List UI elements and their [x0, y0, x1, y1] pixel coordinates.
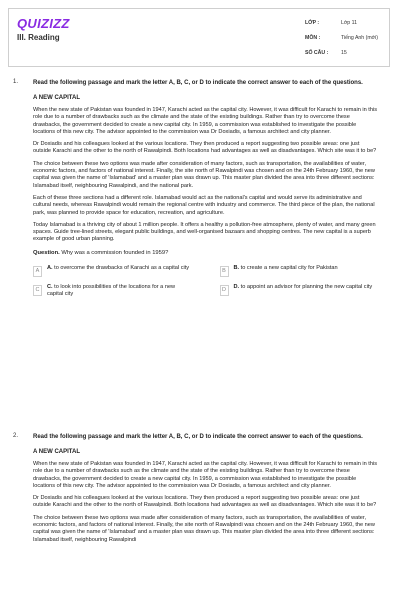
option-key: D. [233, 283, 240, 290]
meta-value: Tiếng Anh (mới) [341, 34, 378, 41]
passage-title: A NEW CAPITAL [33, 95, 80, 101]
question-label: Question. [33, 249, 60, 256]
option-text [47, 265, 189, 272]
section-title: III. Reading [17, 33, 60, 42]
option-letter-box[interactable]: B [220, 266, 229, 277]
option-letter-box[interactable]: C [33, 285, 42, 296]
meta-row-count [305, 45, 387, 60]
question-text: Why was a commission founded in 1959? [59, 249, 169, 256]
meta-row-class [305, 15, 387, 30]
question-instruction: Read the following passage and mark the letter A, B, C, or D to indicate the correct answer to each of the questions. [33, 80, 363, 86]
passage-paragraph: When the new state of Pakistan was founded in 1947, Karachi acted as the capital city. However, it was difficult for Karachi to remain in this role due to a number of drawbacks such as the climate and the state of the existing buildings. Rather than try to overcome these drawbacks, the government decided to create a new capital city. In 1959, a commission was established to investigate the possible locations of this new city. The advisor appointed to the commission was Dr Doxiadis, a famous architect and city planner. [33, 107, 377, 135]
question-body [33, 433, 378, 549]
option-c[interactable] [33, 284, 192, 298]
meta-row-subject [305, 30, 387, 45]
option-letter-box[interactable]: D [220, 285, 229, 296]
quizizz-logo: QUIZIZZ [17, 16, 70, 31]
option-key: C. [47, 283, 53, 290]
question-number: 1. [13, 79, 19, 85]
option-body: to appoint an advisor for planning the new capital city [239, 283, 373, 290]
passage-paragraph: Dr Doxiadis and his colleagues looked at the various locations. They then produced a report suggesting two possible areas: one just outside Karachi and the other to the north of Rawalpindi. Both locations had advantages as well as disadvantages. Which site was it to be? [33, 495, 377, 509]
option-a[interactable] [33, 265, 192, 277]
option-d[interactable] [220, 284, 379, 298]
meta-label: LỚP : [305, 19, 320, 26]
meta-info [305, 15, 387, 60]
passage-paragraph: The choice between these two options was made after consideration of many factors, such as transportation, the availabilities of water, economic factors, and factors of national interest. Finally, the site north of Rawalpindi was chosen and on the 24th February 1960, the new capital was given the name of 'Islamabad' and a master plan was drawn up. This master plan divided the area into three different sections: Islamabad itself, neighbouring Rawalpindi, and the national park. [33, 160, 375, 189]
option-body: to overcome the drawbacks of Karachi as a capital city [52, 264, 190, 271]
question-number: 2. [13, 433, 19, 439]
passage-title: A NEW CAPITAL [33, 449, 80, 455]
worksheet-header [8, 8, 390, 67]
question-body [33, 79, 378, 298]
meta-label: SỐ CÂU : [305, 49, 329, 56]
passage-paragraph: Today Islamabad is a thriving city of about 1 million people. It offers a healthy a pollution-free atmosphere, plenty of water, and many green spaces. Guide tree-lined streets, elegant public buildings, and well-organised bazaars and shopping centres. The new capital is a superb example of good urban planning. [33, 221, 376, 243]
option-text [234, 284, 373, 291]
option-key: A. [47, 264, 53, 271]
passage-paragraph: When the new state of Pakistan was founded in 1947, Karachi acted as the capital city. However, it was difficult for Karachi to remain in this role due to a number of drawbacks such as the climate and the state of the existing buildings. Rather than try to overcome these drawbacks, the government decided to create a new capital city. In 1959, a commission was established to investigate the possible locations of this new city. The advisor appointed to the commission was Dr Doxiadis, a famous architect and city planner. [33, 461, 377, 489]
question-prompt [33, 249, 378, 257]
meta-value: 15 [341, 49, 347, 56]
passage-paragraph: Dr Doxiadis and his colleagues looked at the various locations. They then produced a report suggesting two possible areas: one just outside Karachi and the other to the north of Rawalpindi. Both locations had advantages as well as disadvantages. Which site was it to be? [33, 141, 377, 155]
option-letter-box[interactable]: A [33, 266, 42, 277]
passage-paragraph: Each of these three sections had a different role. Islamabad would act as the national's capital and would serve its administrative and cultural needs, whereas Rawalpindi would remain the regional centre with industry and commerce. The third piece of the plan, the national park, was planned to provide space for education, recreation, and agriculture. [33, 194, 375, 216]
option-text [234, 265, 338, 272]
meta-label: MÔN : [305, 34, 321, 41]
option-body: to create a new capital city for Pakistan [239, 264, 338, 271]
option-key: B. [233, 264, 240, 271]
option-text [47, 284, 192, 298]
question-instruction: Read the following passage and mark the letter A, B, C, or D to indicate the correct answer to each of the questions. [33, 434, 363, 440]
passage-paragraph: The choice between these two options was made after consideration of many factors, such as transportation, the availabilities of water, economic factors, and factors of national interest. Finally, the site north of Rawalpindi was chosen and on the 24th February 1960, the new capital was given the name of 'Islamabad' and a master plan was drawn up. This master plan divided the area into three different sections: Islamabad itself, neighbouring Rawalpindi [33, 514, 375, 543]
option-b[interactable] [220, 265, 379, 277]
answer-options [33, 265, 378, 298]
meta-value: Lớp 11 [341, 19, 357, 26]
option-body: to look into possibilities of the locations for a new capital city [47, 283, 176, 297]
